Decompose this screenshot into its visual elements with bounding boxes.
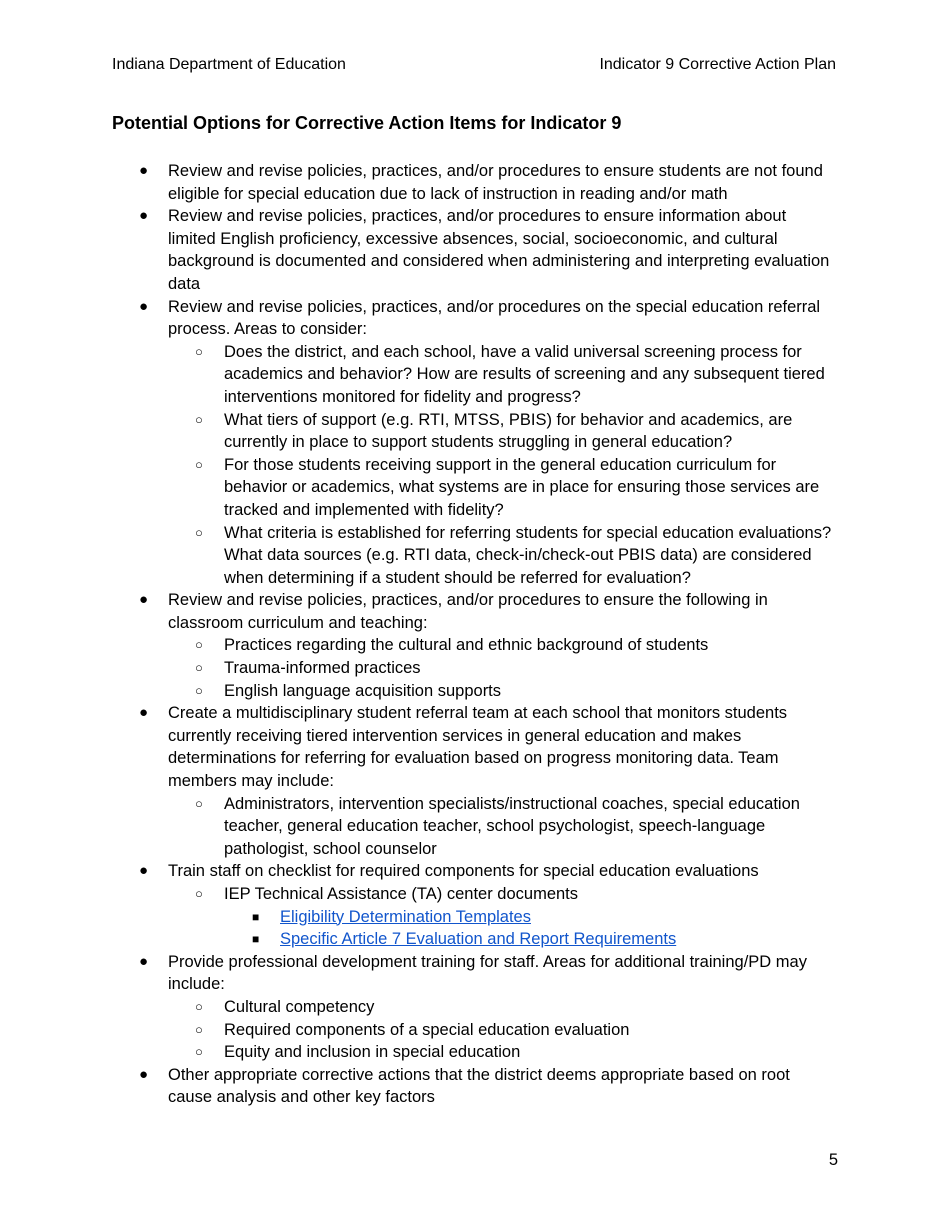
article-7-requirements-link[interactable]: Specific Article 7 Evaluation and Report Requirements: [280, 930, 677, 949]
sub-list-item: [168, 793, 837, 861]
sub-list: [168, 883, 837, 951]
action-items-list-container: [112, 160, 837, 1109]
circle-bullet-icon: ○: [195, 343, 203, 359]
list-item-referral-team: [112, 702, 837, 860]
sub-list-item: [168, 680, 837, 703]
circle-bullet-icon: ○: [195, 1044, 203, 1060]
list-item-text: Review and revise policies, practices, and/or procedures to ensure the following in classroom curriculum and teaching:: [168, 591, 768, 632]
list-item-text: Review and revise policies, practices, and/or procedures to ensure students are not found eligible for special education due to lack of instruction in reading and/or math: [168, 162, 823, 203]
square-bullet-icon: ■: [252, 932, 260, 947]
sub-list-item-text: Administrators, intervention specialists/instructional coaches, special education teacher, general education teacher, school psychologist, speech-language pathologist, school counselor: [224, 794, 800, 858]
bullet-icon: ●: [139, 1065, 149, 1083]
list-item-professional-development: [112, 951, 837, 1064]
circle-bullet-icon: ○: [195, 456, 203, 472]
sub-list-item-text: Cultural competency: [224, 997, 375, 1016]
circle-bullet-icon: ○: [195, 795, 203, 811]
sub-list-item-text: English language acquisition supports: [224, 681, 502, 700]
bullet-icon: ●: [139, 207, 149, 225]
sub-list: [168, 793, 837, 861]
list-item-referral-process: [112, 296, 837, 590]
sub-list-item: [168, 1019, 837, 1042]
sub-list-item-text: What criteria is established for referring students for special education evaluations? What data sources (e.g. RTI data, check-in/check-out PBIS data) are considered when determining if a student should be referred for evaluation?: [224, 523, 832, 587]
eligibility-determination-templates-link[interactable]: Eligibility Determination Templates: [280, 907, 531, 926]
sub-list-item-text: Does the district, and each school, have a valid universal screening process for academics and behavior? How are results of screening and any subsequent tiered interventions monitored for fidelity and progress?: [224, 342, 825, 406]
bullet-icon: ●: [139, 704, 149, 722]
sub-list-item: [168, 341, 837, 409]
list-item-text: Other appropriate corrective actions that the district deems appropriate based on root cause analysis and other key factors: [168, 1065, 790, 1107]
sub-list-item: [168, 522, 837, 590]
circle-bullet-icon: ○: [195, 660, 203, 676]
link-list-item: [224, 906, 837, 929]
sub-list-item-text: What tiers of support (e.g. RTI, MTSS, PBIS) for behavior and academics, are currently in place to support students struggling in general education?: [224, 410, 793, 452]
bullet-icon: ●: [139, 952, 149, 970]
sub-list: [168, 996, 837, 1064]
list-item-text: Create a multidisciplinary student referral team at each school that monitors students currently receiving tiered intervention services in general education and makes determinations for referring for evaluation based on progress monitoring data. Team members may include:: [168, 704, 788, 791]
list-item-instruction-eligibility: [112, 160, 837, 205]
sub-list: [168, 341, 837, 590]
list-item-background-documentation: [112, 205, 837, 295]
sub-list-item: [168, 1041, 837, 1064]
circle-bullet-icon: ○: [195, 998, 203, 1014]
bullet-icon: ●: [139, 862, 149, 880]
circle-bullet-icon: ○: [195, 1021, 203, 1037]
header-document-title: Indicator 9 Corrective Action Plan: [599, 56, 836, 73]
circle-bullet-icon: ○: [195, 682, 203, 698]
sub-list-item: [168, 996, 837, 1019]
link-list: [224, 906, 837, 951]
section-title: Potential Options for Corrective Action Items for Indicator 9: [112, 113, 622, 133]
sub-list-item-text: Required components of a special education evaluation: [224, 1020, 630, 1039]
action-items-list: [112, 160, 837, 1109]
sub-list-item: [168, 634, 837, 657]
list-item-classroom-curriculum: [112, 589, 837, 702]
header-organization: Indiana Department of Education: [112, 56, 346, 73]
list-item-other-actions: [112, 1064, 837, 1109]
list-item-text: Provide professional development training for staff. Areas for additional training/PD may include:: [168, 952, 807, 994]
sub-list-item-text: For those students receiving support in the general education curriculum for behavior or academics, what systems are in place for ensuring those services are tracked and implemented with fidelity?: [224, 455, 820, 519]
square-bullet-icon: ■: [252, 909, 260, 924]
list-item-text: Review and revise policies, practices, and/or procedures on the special education referral process. Areas to consider:: [168, 297, 821, 339]
sub-list-item: [168, 883, 837, 951]
circle-bullet-icon: ○: [195, 411, 203, 427]
sub-list: [168, 634, 837, 702]
link-list-item: [224, 928, 837, 951]
sub-list-item-text: Trauma-informed practices: [224, 659, 421, 678]
list-item-text: Review and revise policies, practices, and/or procedures to ensure information about limited English proficiency, excessive absences, social, socioeconomic, and cultural background is documented and considered when administering and interpreting evaluation data: [168, 207, 830, 293]
sub-list-item: [168, 409, 837, 454]
sub-list-item-text: Practices regarding the cultural and ethnic background of students: [224, 636, 709, 655]
list-item-text: Train staff on checklist for required components for special education evaluations: [168, 862, 759, 881]
page-number: 5: [828, 1151, 838, 1169]
list-item-train-staff: [112, 860, 837, 950]
circle-bullet-icon: ○: [195, 637, 203, 653]
circle-bullet-icon: ○: [195, 524, 203, 540]
sub-list-item: [168, 657, 837, 680]
sub-list-item: [168, 454, 837, 522]
sub-list-item-text: IEP Technical Assistance (TA) center documents: [224, 885, 579, 903]
bullet-icon: ●: [139, 591, 149, 609]
sub-list-item-text: Equity and inclusion in special education: [224, 1043, 521, 1062]
bullet-icon: ●: [139, 162, 149, 179]
bullet-icon: ●: [139, 297, 149, 315]
circle-bullet-icon: ○: [195, 886, 203, 901]
